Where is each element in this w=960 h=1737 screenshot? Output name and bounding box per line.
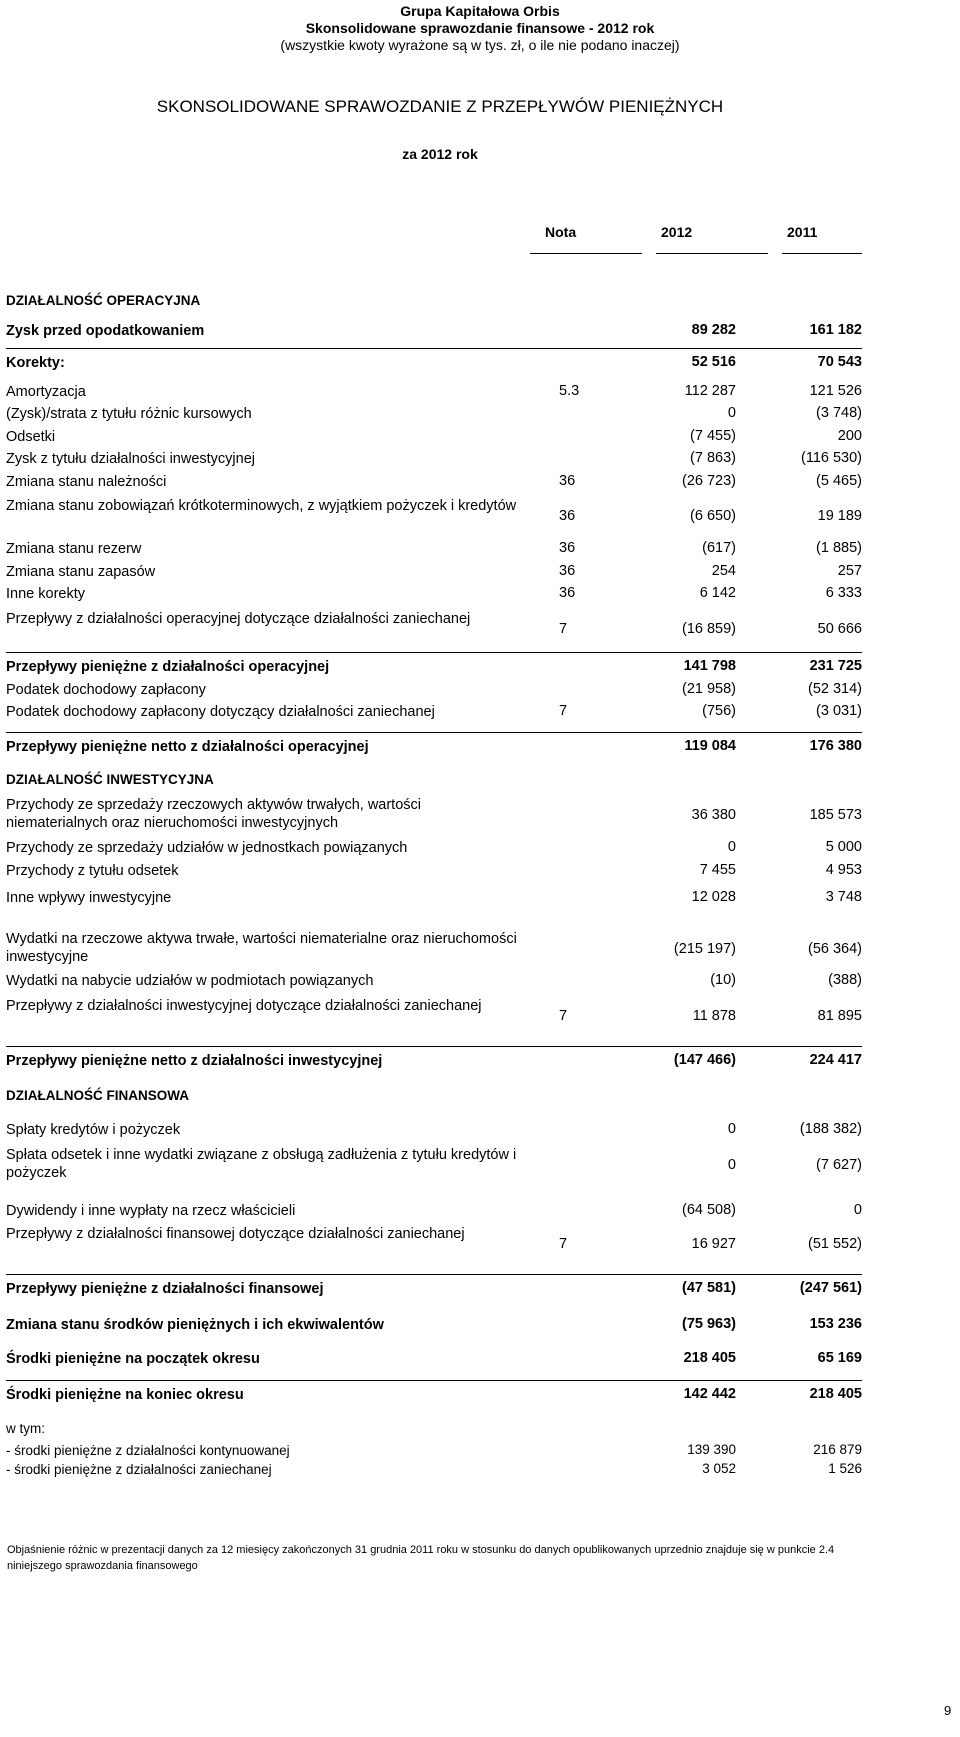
total-rule	[6, 652, 862, 653]
value-2012: 218 405	[683, 1350, 736, 1366]
company-name: Grupa Kapitałowa Orbis	[400, 3, 560, 19]
row-label: Inne wpływy inwestycyjne	[6, 890, 172, 906]
value-2011: (116 530)	[801, 450, 862, 466]
value-2011: (56 364)	[807, 941, 862, 957]
row-note: 36	[559, 563, 576, 579]
total-rule	[6, 348, 862, 349]
row-note: 7	[559, 1236, 568, 1252]
row-label: Przepływy z działalności operacyjnej dotyczące działalności zaniechanej	[6, 611, 471, 627]
value-2011: (5 465)	[816, 473, 862, 489]
value-2012: 142 442	[683, 1386, 736, 1402]
page-number: 9	[944, 1703, 952, 1718]
value-2011: (1 885)	[816, 540, 862, 556]
value-2012: (10)	[710, 972, 736, 988]
row-label: Amortyzacja	[6, 384, 86, 400]
value-2011: 1 526	[828, 1461, 862, 1476]
row-label: Przychody ze sprzedaży udziałów w jednostkach powiązanych	[6, 840, 408, 856]
value-2012: 52 516	[691, 354, 736, 370]
row-label: Korekty:	[6, 355, 65, 371]
row-label: DZIAŁALNOŚĆ INWESTYCYJNA	[6, 772, 214, 787]
value-2012: (21 958)	[681, 681, 736, 697]
row-label: Inne korekty	[6, 586, 85, 602]
value-2012: 3 052	[702, 1461, 736, 1476]
value-2012: 0	[727, 1121, 736, 1137]
row-label: w tym:	[6, 1421, 45, 1436]
row-label: Zmiana stanu zapasów	[6, 564, 156, 580]
value-2011: 231 725	[809, 658, 862, 674]
column-header-2012: 2012	[661, 224, 693, 240]
value-2012: 89 282	[691, 322, 736, 338]
row-label: Dywidendy i inne wypłaty na rzecz właścicieli	[6, 1203, 296, 1219]
row-label: Środki pieniężne na początek okresu	[6, 1351, 260, 1367]
value-2011: 4 953	[825, 862, 862, 878]
value-2012: (6 650)	[690, 508, 736, 524]
value-2011: 3 748	[825, 889, 862, 905]
value-2012: 12 028	[691, 889, 736, 905]
row-label: Przepływy pieniężne netto z działalności inwestycyjnej	[6, 1053, 383, 1069]
value-2011: 50 666	[817, 621, 862, 637]
report-header	[0, 3, 960, 54]
value-2012: (7 455)	[690, 428, 736, 444]
row-note: 7	[559, 703, 568, 719]
value-2012: 0	[727, 1157, 736, 1173]
column-underline-2011	[782, 253, 862, 254]
statement-period: za 2012 rok	[402, 146, 478, 162]
value-2011: 216 879	[813, 1442, 862, 1457]
row-note: 5.3	[559, 383, 580, 399]
column-header-2011: 2011	[787, 224, 818, 240]
value-2011: (247 561)	[799, 1280, 862, 1296]
row-label: DZIAŁALNOŚĆ OPERACYJNA	[6, 293, 201, 308]
value-2012: 11 878	[692, 1008, 736, 1024]
value-2011: (3 031)	[816, 703, 862, 719]
row-label: Przepływy z działalności inwestycyjnej dotyczące działalności zaniechanej	[6, 998, 482, 1014]
row-label: Zmiana stanu środków pieniężnych i ich ekwiwalentów	[6, 1317, 384, 1333]
total-rule	[6, 1046, 862, 1047]
value-2011: 218 405	[809, 1386, 862, 1402]
row-note: 36	[559, 540, 576, 556]
row-label: Podatek dochodowy zapłacony dotyczący działalności zaniechanej	[6, 704, 435, 720]
column-header-note: Nota	[545, 224, 577, 240]
value-2012: (26 723)	[681, 473, 736, 489]
value-2011: 65 169	[817, 1350, 862, 1366]
statement-title: SKONSOLIDOWANE SPRAWOZDANIE Z PRZEPŁYWÓW PIENIĘŻNYCH	[156, 97, 724, 116]
value-2012: 16 927	[691, 1236, 736, 1252]
value-2012: (75 963)	[681, 1316, 736, 1332]
value-2011: 153 236	[809, 1316, 862, 1332]
value-2012: 36 380	[691, 807, 736, 823]
value-2011: 6 333	[825, 585, 862, 601]
row-label: Przepływy pieniężne z działalności operacyjnej	[6, 659, 330, 675]
row-label: Spłata odsetek i inne wydatki związane z obsługą zadłużenia z tytułu kredytów i pożyczek	[6, 1147, 517, 1181]
row-label: Odsetki	[6, 429, 56, 445]
row-label: Zysk z tytułu działalności inwestycyjnej	[6, 451, 256, 467]
value-2012: 141 798	[683, 658, 736, 674]
footnote: Objaśnienie różnic w prezentacji danych za 12 miesięcy zakończonych 31 grudnia 2011 roku w stosunku do danych opublikowanych uprzednio znajduje się w punkcie 2.4 niniejszego sprawozdania finansowego	[7, 1544, 835, 1572]
value-2012: (147 466)	[673, 1052, 736, 1068]
row-note: 36	[559, 473, 576, 489]
value-2012: (47 581)	[681, 1280, 736, 1296]
value-2011: 161 182	[809, 322, 862, 338]
total-rule	[6, 1274, 862, 1275]
row-note: 7	[559, 621, 568, 637]
value-2011: 81 895	[817, 1008, 862, 1024]
amounts-note: (wszystkie kwoty wyrażone są w tys. zł, o ile nie podano inaczej)	[280, 37, 680, 53]
value-2012: 112 287	[684, 383, 736, 399]
value-2012: 119 084	[684, 738, 736, 754]
row-label: (Zysk)/strata z tytułu różnic kursowych	[6, 406, 252, 422]
row-label: Przychody ze sprzedaży rzeczowych aktywów trwałych, wartości niematerialnych oraz nieruchomości inwestycyjnych	[6, 797, 421, 831]
row-note: 36	[559, 585, 576, 601]
value-2011: (51 552)	[807, 1236, 862, 1252]
row-label: Zysk przed opodatkowaniem	[6, 323, 205, 339]
total-rule	[6, 732, 862, 733]
row-label: - środki pieniężne z działalności kontynuowanej	[6, 1443, 290, 1458]
value-2011: 19 189	[817, 508, 862, 524]
value-2011: 257	[837, 563, 862, 579]
value-2011: 200	[837, 428, 862, 444]
row-label: Przychody z tytułu odsetek	[6, 863, 179, 879]
value-2011: 121 526	[809, 383, 862, 399]
row-note: 7	[559, 1008, 568, 1024]
row-label: Przepływy pieniężne netto z działalności operacyjnej	[6, 739, 369, 755]
column-underline-2012	[656, 253, 768, 254]
value-2012: 7 455	[699, 862, 736, 878]
value-2012: 0	[727, 839, 736, 855]
value-2011: 5 000	[825, 839, 862, 855]
value-2012: (215 197)	[673, 941, 736, 957]
row-note: 36	[559, 508, 576, 524]
row-label: Przepływy z działalności finansowej dotyczące działalności zaniechanej	[6, 1226, 465, 1242]
value-2011: 70 543	[817, 354, 862, 370]
value-2011: (188 382)	[799, 1121, 862, 1137]
report-name: Skonsolidowane sprawozdanie finansowe - 2012 rok	[305, 20, 655, 36]
total-rule	[6, 1380, 862, 1381]
value-2012: (64 508)	[681, 1202, 736, 1218]
row-label: Zmiana stanu rezerw	[6, 541, 142, 557]
row-label: Zmiana stanu należności	[6, 474, 167, 490]
row-label: Wydatki na rzeczowe aktywa trwałe, wartości niematerialne oraz nieruchomości inwestycyjne	[6, 931, 517, 965]
row-label: - środki pieniężne z działalności zaniechanej	[6, 1462, 272, 1477]
value-2011: (3 748)	[816, 405, 862, 421]
value-2012: (7 863)	[690, 450, 736, 466]
value-2011: 224 417	[809, 1052, 862, 1068]
value-2011: 185 573	[809, 807, 862, 823]
value-2012: (16 859)	[681, 621, 736, 637]
row-label: Przepływy pieniężne z działalności finansowej	[6, 1281, 324, 1297]
row-label: Wydatki na nabycie udziałów w podmiotach powiązanych	[6, 973, 374, 989]
row-label: Podatek dochodowy zapłacony	[6, 682, 206, 698]
row-label: Środki pieniężne na koniec okresu	[6, 1387, 244, 1403]
value-2011: (388)	[828, 972, 862, 988]
value-2011: 176 380	[809, 738, 862, 754]
column-underline-note	[530, 253, 642, 254]
value-2012: (617)	[702, 540, 736, 556]
value-2011: (52 314)	[807, 681, 862, 697]
row-label: Spłaty kredytów i pożyczek	[6, 1122, 181, 1138]
value-2011: (7 627)	[816, 1157, 862, 1173]
value-2012: 139 390	[687, 1442, 736, 1457]
value-2011: 0	[853, 1202, 862, 1218]
row-label: DZIAŁALNOŚĆ FINANSOWA	[6, 1088, 189, 1103]
value-2012: 6 142	[699, 585, 736, 601]
value-2012: (756)	[702, 703, 736, 719]
value-2012: 254	[711, 563, 736, 579]
row-label: Zmiana stanu zobowiązań krótkoterminowych, z wyjątkiem pożyczek i kredytów	[6, 498, 517, 514]
value-2012: 0	[727, 405, 736, 421]
